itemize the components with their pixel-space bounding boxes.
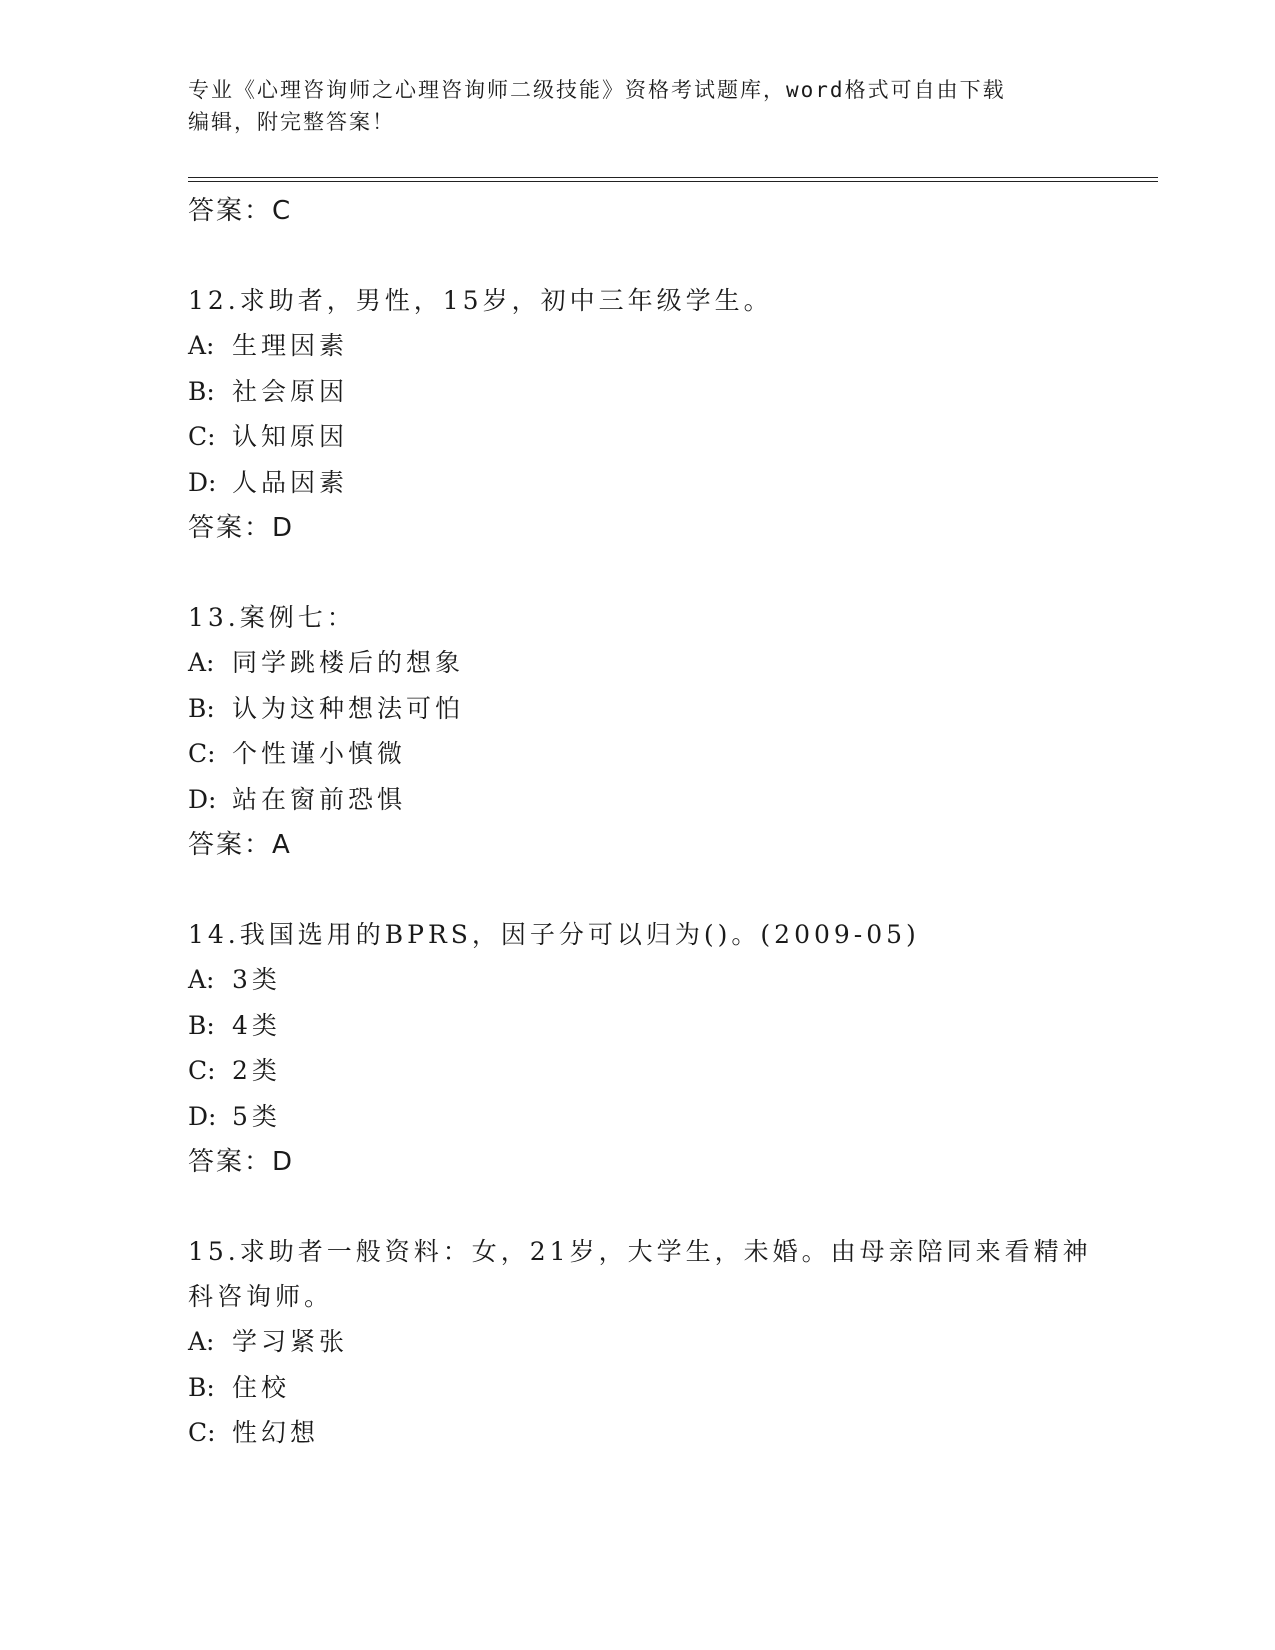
question-stem-line: 科咨询师。 xyxy=(188,1282,334,1311)
question-stem: 12.求助者，男性，15岁，初中三年级学生。 xyxy=(188,286,773,315)
option-c xyxy=(188,1048,1188,1094)
option-label: C: xyxy=(188,1056,216,1085)
question-stem: 13.案例七： xyxy=(188,603,356,632)
question-15 xyxy=(188,1229,1188,1456)
spacer xyxy=(188,868,1188,912)
option-text: 生理因素 xyxy=(232,331,349,360)
option-d xyxy=(188,460,1188,506)
option-text: 住校 xyxy=(232,1372,291,1402)
option-text: 认为这种想法可怕 xyxy=(232,693,465,723)
question-13 xyxy=(188,595,1188,868)
spacer xyxy=(188,234,1188,278)
option-a xyxy=(188,957,1188,1003)
answer-line: 答案：D xyxy=(188,513,295,543)
option-label: A: xyxy=(188,331,215,360)
spacer xyxy=(188,1185,1188,1229)
option-text: 3类 xyxy=(232,965,281,994)
option-text: 同学跳楼后的想象 xyxy=(232,648,465,677)
option-text: 学习紧张 xyxy=(232,1327,349,1356)
question-stem xyxy=(188,1229,1188,1319)
option-b xyxy=(188,686,1188,732)
question-stem: 14.我国选用的BPRS，因子分可以归为()。(2009-05) xyxy=(188,920,920,949)
option-text: 社会原因 xyxy=(232,376,349,406)
question-list xyxy=(188,188,1188,1456)
question-12 xyxy=(188,278,1188,551)
option-label: A: xyxy=(188,648,215,677)
option-a xyxy=(188,323,1188,369)
header-line-2: 编辑，附完整答案！ xyxy=(188,110,395,134)
option-label: D: xyxy=(188,1101,217,1131)
option-label: C: xyxy=(188,739,216,768)
option-label: D: xyxy=(188,784,217,814)
option-b xyxy=(188,1003,1188,1049)
option-a xyxy=(188,640,1188,686)
option-label: C: xyxy=(188,422,216,451)
option-label: B: xyxy=(188,1372,215,1402)
answer-line: 答案：D xyxy=(188,1147,295,1177)
option-label: B: xyxy=(188,1010,215,1040)
answer-line: 答案：C xyxy=(188,196,293,226)
question-stem-line: 15.求助者一般资料：女，21岁，大学生，未婚。由母亲陪同来看精神 xyxy=(188,1237,1092,1266)
option-label: A: xyxy=(188,1327,215,1356)
option-b xyxy=(188,1365,1188,1411)
header-divider-bottom xyxy=(188,181,1158,182)
question-14 xyxy=(188,912,1188,1185)
option-label: B: xyxy=(188,376,215,406)
option-text: 性幻想 xyxy=(232,1418,320,1447)
option-text: 个性谨小慎微 xyxy=(232,739,407,768)
answer-line: 答案：A xyxy=(188,830,292,860)
header-divider-top xyxy=(188,177,1158,178)
spacer xyxy=(188,551,1188,595)
option-a xyxy=(188,1319,1188,1365)
option-text: 站在窗前恐惧 xyxy=(232,784,407,814)
document-header xyxy=(188,74,1088,138)
header-line-1: 专业《心理咨询师之心理咨询师二级技能》资格考试题库，word格式可自由下载 xyxy=(188,78,1006,102)
option-c xyxy=(188,414,1188,460)
option-d xyxy=(188,1094,1188,1140)
option-text: 2类 xyxy=(232,1056,281,1085)
option-c xyxy=(188,1410,1188,1456)
option-c xyxy=(188,731,1188,777)
option-label: D: xyxy=(188,467,217,497)
option-label: A: xyxy=(188,965,215,994)
option-text: 人品因素 xyxy=(232,467,349,497)
option-text: 认知原因 xyxy=(232,422,349,451)
option-text: 4类 xyxy=(232,1010,281,1040)
option-label: C: xyxy=(188,1418,216,1447)
option-text: 5类 xyxy=(232,1101,281,1131)
option-b xyxy=(188,369,1188,415)
option-label: B: xyxy=(188,693,215,723)
option-d xyxy=(188,777,1188,823)
